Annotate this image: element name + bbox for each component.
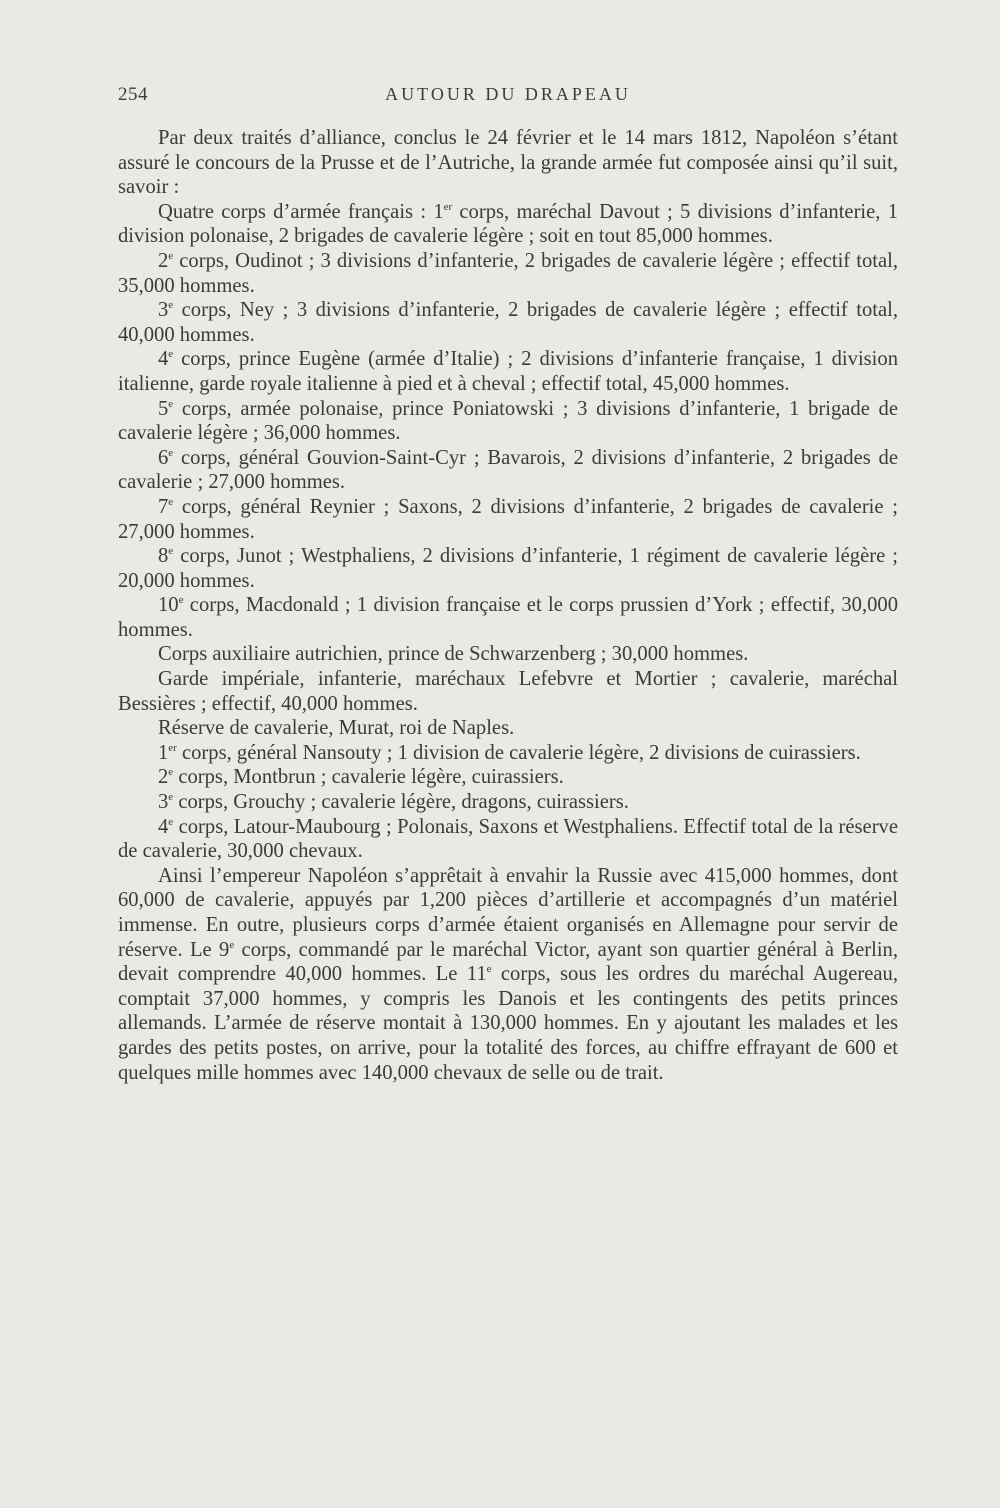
- paragraph: 8e corps, Junot ; Westphaliens, 2 divisions d’infanterie, 1 régiment de cavalerie légère ; 20,000 hommes.: [118, 545, 898, 592]
- paragraph: Corps auxiliaire autrichien, prince de Schwarzenberg ; 30,000 hommes.: [158, 643, 749, 666]
- ordinal-superscript: e: [168, 766, 174, 779]
- ordinal-superscript: e: [229, 938, 235, 951]
- ordinal-superscript: e: [486, 963, 492, 976]
- page-number: 254: [118, 84, 148, 105]
- paragraph: Ainsi l’empereur Napoléon s’apprêtait à envahir la Russie avec 415,000 hommes, dont 60,000 de cavalerie, appuyés par 1,200 pièces d’artillerie et accompagnés d’un matériel immense. En outre, plusieurs corps d’armée étaient organisés en Allemagne pour servir de réserve. Le 9e corps, commandé par le maréchal Victor, ayant son quartier général à Berlin, devait comprendre 40,000 hommes. Le 11e corps, sous les ordres du maréchal Augereau, comptait 37,000 hommes, y compris les Danois et les contingents des petits princes allemands. L’armée de réserve montait à 130,000 hommes. En y ajoutant les malades et les gardes des petits postes, on arrive, pour la totalité des forces, au chiffre effrayant de 600 et quelques mille hommes avec 140,000 chevaux de selle ou de trait.: [118, 864, 898, 1084]
- paragraph: 3e corps, Ney ; 3 divisions d’infanterie, 2 brigades de cavalerie légère ; effectif total, 40,000 hommes.: [118, 299, 898, 346]
- paragraph: 1er corps, général Nansouty ; 1 division de cavalerie légère, 2 divisions de cuirassiers.: [158, 741, 861, 764]
- paragraph: 5e corps, armée polonaise, prince Poniatowski ; 3 divisions d’infanterie, 1 brigade de cavalerie légère ; 36,000 hommes.: [118, 397, 898, 445]
- paragraph: Par deux traités d’alliance, conclus le 24 février et le 14 mars 1812, Napoléon s’étant assuré le concours de la Prusse et de l’Autriche, la grande armée fut composée ainsi qu’il suit, savoir :: [118, 127, 898, 199]
- paragraph: 7e corps, général Reynier ; Saxons, 2 divisions d’infanterie, 2 brigades de cavalerie ; 27,000 hommes.: [118, 495, 898, 543]
- running-title: AUTOUR DU DRAPEAU: [385, 84, 631, 104]
- page-header: [118, 84, 898, 114]
- ordinal-superscript: e: [178, 594, 184, 607]
- ordinal-superscript: e: [168, 791, 174, 804]
- paragraph: Garde impériale, infanterie, maréchaux Lefebvre et Mortier ; cavalerie, maréchal Bessières ; effectif, 40,000 hommes.: [118, 668, 898, 715]
- ordinal-superscript: e: [168, 495, 174, 508]
- ordinal-superscript: e: [168, 397, 174, 410]
- paragraph: Quatre corps d’armée français : 1er corps, maréchal Davout ; 5 divisions d’infanterie, 1 division polonaise, 2 brigades de cavalerie légère ; soit en tout 85,000 hommes.: [118, 200, 898, 248]
- paragraph: 2e corps, Oudinot ; 3 divisions d’infanterie, 2 brigades de cavalerie légère ; effectif total, 35,000 hommes.: [118, 249, 898, 297]
- paragraph: 4e corps, Latour-Maubourg ; Polonais, Saxons et Westphaliens. Effectif total de la réserve de cavalerie, 30,000 chevaux.: [118, 815, 898, 863]
- ordinal-superscript: e: [168, 446, 174, 459]
- ordinal-superscript: er: [168, 741, 177, 754]
- ordinal-superscript: e: [168, 815, 174, 828]
- ordinal-superscript: er: [443, 200, 453, 213]
- paragraph: 3e corps, Grouchy ; cavalerie légère, dragons, cuirassiers.: [158, 791, 629, 814]
- ordinal-superscript: e: [168, 299, 174, 312]
- ordinal-superscript: e: [168, 545, 174, 558]
- body-text: [118, 126, 898, 1085]
- paragraph: 6e corps, général Gouvion-Saint-Cyr ; Bavarois, 2 divisions d’infanterie, 2 brigades de cavalerie ; 27,000 hommes.: [118, 446, 898, 494]
- paragraph: 2e corps, Montbrun ; cavalerie légère, cuirassiers.: [158, 766, 564, 789]
- ordinal-superscript: e: [168, 348, 174, 361]
- ordinal-superscript: e: [168, 249, 174, 262]
- paragraph: 4e corps, prince Eugène (armée d’Italie) ; 2 divisions d’infanterie française, 1 division italienne, garde royale italienne à pied et à cheval ; effectif total, 45,000 hommes.: [118, 348, 898, 395]
- paragraph: Réserve de cavalerie, Murat, roi de Naples.: [158, 717, 515, 740]
- paragraph: 10e corps, Macdonald ; 1 division française et le corps prussien d’York ; effectif, 30,000 hommes.: [118, 594, 898, 641]
